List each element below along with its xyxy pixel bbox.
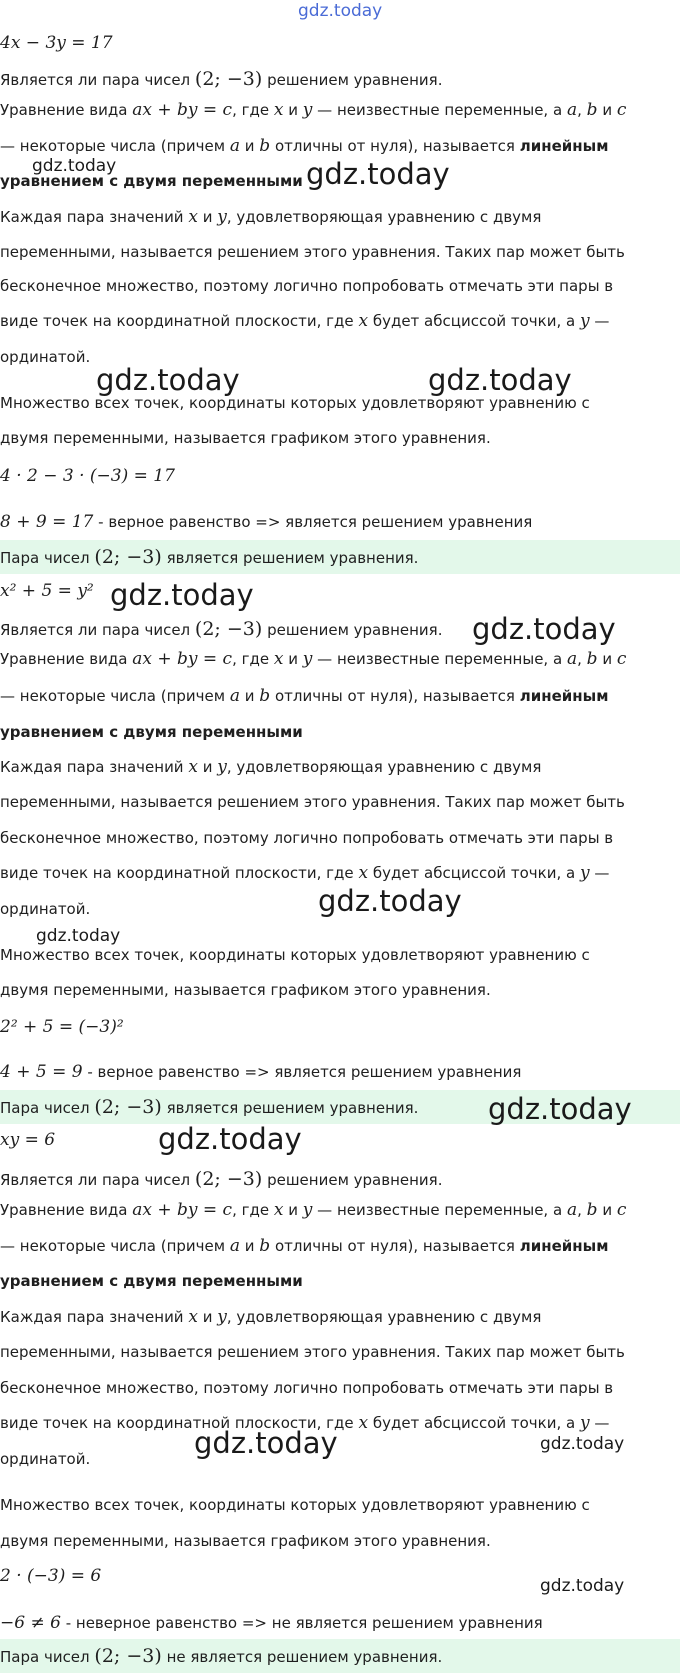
definition-line-2: — некоторые числа (причем a и b отличны от нуля), называется линейным <box>0 1236 609 1256</box>
explanation-line-2: переменными, называется решением этого уравнения. Таких пар может быть <box>0 793 625 811</box>
watermark: gdz.today <box>96 363 240 397</box>
equation-3: xy = 6 <box>0 1130 56 1150</box>
explanation-line-2: переменными, называется решением этого уравнения. Таких пар может быть <box>0 243 625 261</box>
answer-2: Пара чисел (2; −3) является решением уравнения. <box>0 1096 419 1118</box>
substitution-2: 2² + 5 = (−3)² <box>0 1017 124 1037</box>
graph-definition-line-1: Множество всех точек, координаты которых удовлетворяют уравнению с <box>0 946 590 964</box>
substitution-3: 2 · (−3) = 6 <box>0 1566 102 1586</box>
watermark: gdz.today <box>36 926 121 946</box>
definition-line-3: уравнением с двумя переменными <box>0 172 303 190</box>
watermark: gdz.today <box>472 612 616 646</box>
watermark: gdz.today <box>158 1122 302 1156</box>
explanation-line-1: Каждая пара значений x и y, удовлетворяющая уравнению с двумя <box>0 207 542 227</box>
explanation-line-1: Каждая пара значений x и y, удовлетворяющая уравнению с двумя <box>0 1307 542 1327</box>
watermark: gdz.today <box>318 884 462 918</box>
watermark: gdz.today <box>194 1426 338 1460</box>
definition-line-3: уравнением с двумя переменными <box>0 1272 303 1290</box>
graph-definition-line-2: двумя переменными, называется графиком этого уравнения. <box>0 981 491 999</box>
explanation-line-1: Каждая пара значений x и y, удовлетворяющая уравнению с двумя <box>0 757 542 777</box>
question-1: Является ли пара чисел (2; −3) решением уравнения. <box>0 68 443 90</box>
graph-definition-line-2: двумя переменными, называется графиком этого уравнения. <box>0 1532 491 1550</box>
equation-1: 4x − 3y = 17 <box>0 33 113 53</box>
explanation-line-4: виде точек на координатной плоскости, где x будет абсциссой точки, а y — <box>0 863 610 883</box>
explanation-line-3: бесконечное множество, поэтому логично попробовать отмечать эти пары в <box>0 277 614 295</box>
watermark: gdz.today <box>32 156 117 176</box>
explanation-line-5: ординатой. <box>0 1450 91 1468</box>
watermark-top: gdz.today <box>298 1 383 21</box>
graph-definition-line-1: Множество всех точек, координаты которых удовлетворяют уравнению с <box>0 394 590 412</box>
equation-2: x² + 5 = y² <box>0 581 94 601</box>
definition-line-1: Уравнение вида ax + by = c, где x и y — неизвестные переменные, а a, b и c <box>0 649 627 669</box>
watermark: gdz.today <box>540 1434 625 1454</box>
watermark: gdz.today <box>428 363 572 397</box>
graph-definition-line-1: Множество всех точек, координаты которых удовлетворяют уравнению с <box>0 1496 590 1514</box>
check-2: 4 + 5 = 9 - верное равенство => является решением уравнения <box>0 1062 522 1082</box>
question-2: Является ли пара чисел (2; −3) решением уравнения. <box>0 618 443 640</box>
graph-definition-line-2: двумя переменными, называется графиком этого уравнения. <box>0 429 491 447</box>
watermark: gdz.today <box>110 578 254 612</box>
definition-line-3: уравнением с двумя переменными <box>0 723 303 741</box>
explanation-line-2: переменными, называется решением этого уравнения. Таких пар может быть <box>0 1343 625 1361</box>
definition-line-1: Уравнение вида ax + by = c, где x и y — неизвестные переменные, а a, b и c <box>0 1200 627 1220</box>
answer-box-3 <box>0 1639 680 1673</box>
check-3: −6 ≠ 6 - неверное равенство => не является решением уравнения <box>0 1613 543 1633</box>
answer-1: Пара чисел (2; −3) является решением уравнения. <box>0 546 419 568</box>
answer-box-1 <box>0 540 680 574</box>
explanation-line-3: бесконечное множество, поэтому логично попробовать отмечать эти пары в <box>0 829 614 847</box>
substitution-1: 4 · 2 − 3 · (−3) = 17 <box>0 466 175 486</box>
watermark: gdz.today <box>306 157 450 191</box>
watermark: gdz.today <box>540 1576 625 1596</box>
definition-line-2: — некоторые числа (причем a и b отличны от нуля), называется линейным <box>0 136 609 156</box>
explanation-line-5: ординатой. <box>0 348 91 366</box>
explanation-line-3: бесконечное множество, поэтому логично попробовать отмечать эти пары в <box>0 1379 614 1397</box>
watermark: gdz.today <box>488 1092 632 1126</box>
answer-3: Пара чисел (2; −3) не является решением уравнения. <box>0 1645 443 1667</box>
explanation-line-4: виде точек на координатной плоскости, где x будет абсциссой точки, а y — <box>0 311 610 331</box>
explanation-line-4: виде точек на координатной плоскости, где x будет абсциссой точки, а y — <box>0 1413 610 1433</box>
check-1: 8 + 9 = 17 - верное равенство => является решением уравнения <box>0 512 533 532</box>
definition-line-2: — некоторые числа (причем a и b отличны от нуля), называется линейным <box>0 686 609 706</box>
explanation-line-5: ординатой. <box>0 900 91 918</box>
definition-line-1: Уравнение вида ax + by = c, где x и y — неизвестные переменные, а a, b и c <box>0 100 627 120</box>
question-3: Является ли пара чисел (2; −3) решением уравнения. <box>0 1168 443 1190</box>
